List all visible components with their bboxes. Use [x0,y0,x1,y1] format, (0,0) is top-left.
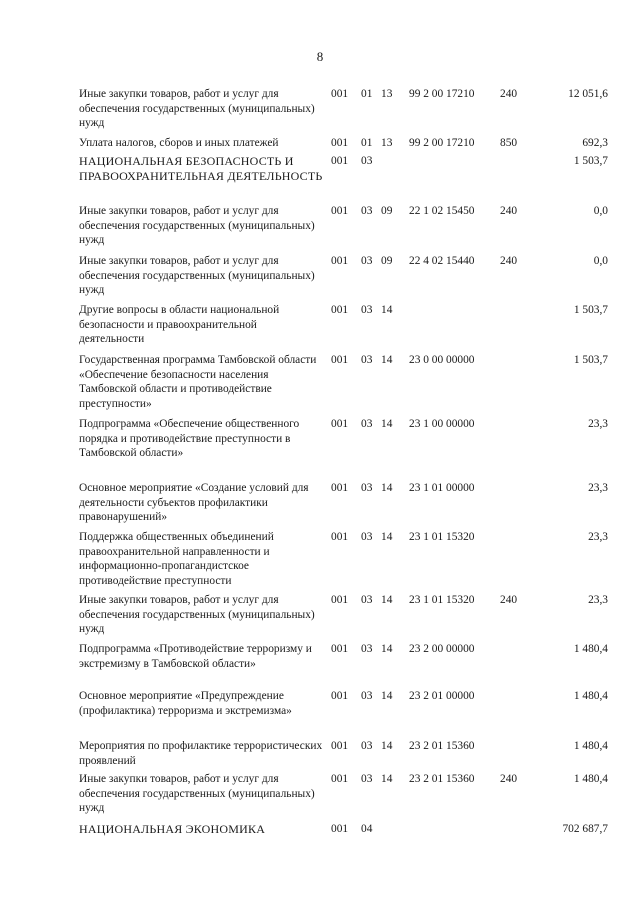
row-code-rz: 03 [361,482,373,494]
row-code-rz: 03 [361,418,373,430]
row-amount: 12 051,6 [568,88,608,100]
row-code-cs: 99 2 00 17210 [409,137,475,149]
row-name: Иные закупки товаров, работ и услуг для обеспечения государственных (муниципальных) нужд [79,773,315,814]
row-amount: 1 480,4 [573,643,608,655]
row-name: Подпрограмма «Обеспечение общественного порядка и противодействие преступности в Тамбовской области» [79,418,300,459]
row-code-rz: 03 [361,304,373,316]
row-code-gr: 001 [331,643,349,655]
row-code-gr: 001 [331,418,349,430]
row-code-pr: 14 [381,418,393,430]
row-code-rz: 03 [361,773,373,785]
row-code-pr: 14 [381,531,393,543]
row-code-vr: 240 [500,594,518,606]
row-code-rz: 03 [361,594,373,606]
row-code-cs: 23 1 01 15320 [409,531,475,543]
row-code-gr: 001 [331,482,349,494]
row-code-gr: 001 [331,155,349,167]
row-code-pr: 14 [381,773,393,785]
row-code-cs: 23 1 00 00000 [409,418,475,430]
row-name: НАЦИОНАЛЬНАЯ ЭКОНОМИКА [79,822,266,836]
row-code-rz: 01 [361,137,373,149]
row-name: Иные закупки товаров, работ и услуг для обеспечения государственных (муниципальных) нужд [79,594,315,635]
row-amount: 23,3 [588,418,608,430]
row-code-pr: 13 [381,88,393,100]
row-code-gr: 001 [331,354,349,366]
row-code-pr: 14 [381,482,393,494]
row-name: Государственная программа Тамбовской области «Обеспечение безопасности населения Тамбовской области и противодействие преступности» [79,354,317,410]
row-amount: 0,0 [593,205,608,217]
row-code-vr: 850 [500,137,518,149]
row-code-rz: 03 [361,690,373,702]
row-code-rz: 03 [361,354,373,366]
row-amount: 1 503,7 [573,354,608,366]
row-code-gr: 001 [331,594,349,606]
row-code-cs: 22 1 02 15450 [409,205,475,217]
row-code-vr: 240 [500,773,518,785]
row-amount: 702 687,7 [562,823,608,835]
row-name: Уплата налогов, сборов и иных платежей [79,137,279,149]
row-code-gr: 001 [331,823,349,835]
row-code-cs: 23 2 00 00000 [409,643,475,655]
row-code-pr: 09 [381,205,393,217]
row-code-cs: 23 1 01 00000 [409,482,475,494]
row-name: Основное мероприятие «Предупреждение (профилактика) терроризма и экстремизма» [79,690,292,717]
row-code-gr: 001 [331,255,349,267]
row-name: Поддержка общественных объединений правоохранительной направленности и информационно-пропагандистское противодействие преступности [79,531,274,587]
row-code-gr: 001 [331,304,349,316]
row-code-gr: 001 [331,205,349,217]
row-code-rz: 03 [361,255,373,267]
page-number: 8 [316,49,324,64]
row-code-cs: 22 4 02 15440 [409,255,475,267]
row-code-pr: 14 [381,690,393,702]
row-name: Иные закупки товаров, работ и услуг для обеспечения государственных (муниципальных) нужд [79,88,315,129]
row-code-rz: 03 [361,155,373,167]
row-code-rz: 01 [361,88,373,100]
row-amount: 1 503,7 [573,304,608,316]
row-code-gr: 001 [331,690,349,702]
row-name: Иные закупки товаров, работ и услуг для обеспечения государственных (муниципальных) нужд [79,255,315,296]
row-code-vr: 240 [500,255,518,267]
row-code-pr: 14 [381,740,393,752]
row-amount: 23,3 [588,482,608,494]
row-code-cs: 23 1 01 15320 [409,594,475,606]
row-amount: 23,3 [588,594,608,606]
row-code-rz: 03 [361,531,373,543]
row-name: Другие вопросы в области национальной безопасности и правоохранительной деятельности [79,304,280,345]
row-name: Основное мероприятие «Создание условий для деятельности субъектов профилактики правонарушений» [79,482,309,523]
row-name: Мероприятия по профилактике террористических проявлений [79,740,323,767]
row-code-cs: 23 2 01 15360 [409,773,475,785]
row-code-gr: 001 [331,88,349,100]
row-code-rz: 03 [361,205,373,217]
row-amount: 1 480,4 [573,740,608,752]
row-code-gr: 001 [331,773,349,785]
row-amount: 0,0 [593,255,608,267]
row-code-pr: 14 [381,354,393,366]
row-amount: 23,3 [588,531,608,543]
row-code-rz: 03 [361,740,373,752]
row-amount: 1 503,7 [573,155,608,167]
row-code-cs: 23 0 00 00000 [409,354,475,366]
row-amount: 1 480,4 [573,690,608,702]
row-code-cs: 99 2 00 17210 [409,88,475,100]
row-code-cs: 23 2 01 15360 [409,740,475,752]
row-amount: 1 480,4 [573,773,608,785]
row-name: Подпрограмма «Противодействие терроризму и экстремизму в Тамбовской области» [79,643,312,670]
row-code-gr: 001 [331,137,349,149]
row-code-rz: 04 [361,823,373,835]
row-code-gr: 001 [331,740,349,752]
row-code-rz: 03 [361,643,373,655]
row-name: НАЦИОНАЛЬНАЯ БЕЗОПАСНОСТЬ И ПРАВООХРАНИТЕЛЬНАЯ ДЕЯТЕЛЬНОСТЬ [79,154,323,183]
row-amount: 692,3 [582,137,608,149]
row-code-gr: 001 [331,531,349,543]
row-code-pr: 14 [381,643,393,655]
row-code-vr: 240 [500,205,518,217]
row-code-pr: 13 [381,137,393,149]
row-code-pr: 14 [381,304,393,316]
row-code-cs: 23 2 01 00000 [409,690,475,702]
row-code-vr: 240 [500,88,518,100]
row-code-pr: 14 [381,594,393,606]
row-code-pr: 09 [381,255,393,267]
row-name: Иные закупки товаров, работ и услуг для обеспечения государственных (муниципальных) нужд [79,205,315,246]
